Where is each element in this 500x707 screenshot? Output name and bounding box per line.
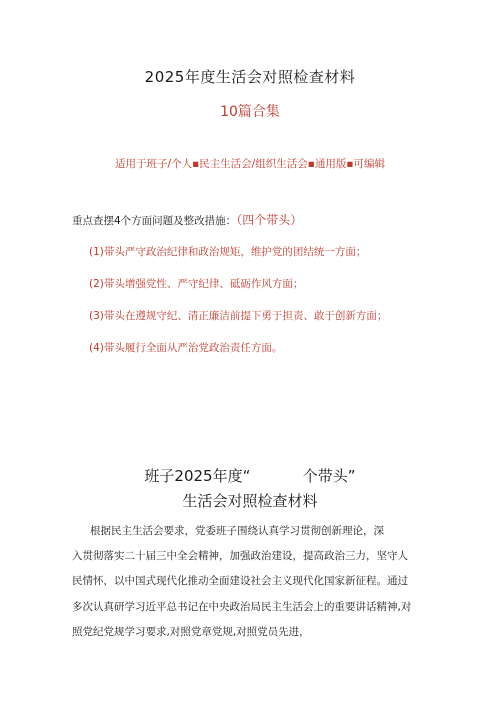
paragraph-line: 入贯彻落实二十届三中全会精神，加强政治建设，提高政治三力，坚守人 bbox=[72, 550, 408, 562]
lead-text: 重点查摆4个方面问题及整改措施： bbox=[72, 215, 237, 227]
paragraph-line: 多次认真研学习近平总书记在中央政治局民主生活会上的重要讲话精神,对 bbox=[72, 601, 412, 613]
section-title-line1: 班子2025年度“ 个带头” bbox=[144, 467, 356, 485]
paragraph-line: 照党纪党规学习要求,对照党章党规,对照党员先进， bbox=[72, 626, 310, 638]
list-item: (4)带头履行全面从严治党政治责任方面。 bbox=[89, 342, 283, 354]
document-title: 2025年度生活会对照检查材料 bbox=[144, 68, 356, 86]
lead-line bbox=[72, 211, 302, 228]
applicable-note: 适用于班子/个人▪民主生活会/组织生活会▪通用版▪可编辑 bbox=[115, 158, 385, 170]
section-title-line2: 生活会对照检查材料 bbox=[182, 492, 318, 510]
list-item: (1)带头严守政治纪律和政治规矩，维护党的团结统一方面； bbox=[89, 246, 367, 258]
paragraph-line: 根据民主生活会要求，党委班子围绕认真学习贯彻创新理论，深 bbox=[90, 525, 384, 537]
list-item: (3)带头在遵规守纪、清正廉洁前提下勇于担责、敢于创新方面； bbox=[89, 310, 388, 322]
list-item: (2)带头增强党性、严守纪律、砥砺作风方面； bbox=[89, 278, 304, 290]
lead-tag: （四个带头） bbox=[236, 213, 303, 227]
paragraph-line: 民情怀，以中国式现代化推动全面建设社会主义现代化国家新征程。通过 bbox=[72, 575, 408, 587]
document-subtitle: 10篇合集 bbox=[220, 104, 280, 120]
